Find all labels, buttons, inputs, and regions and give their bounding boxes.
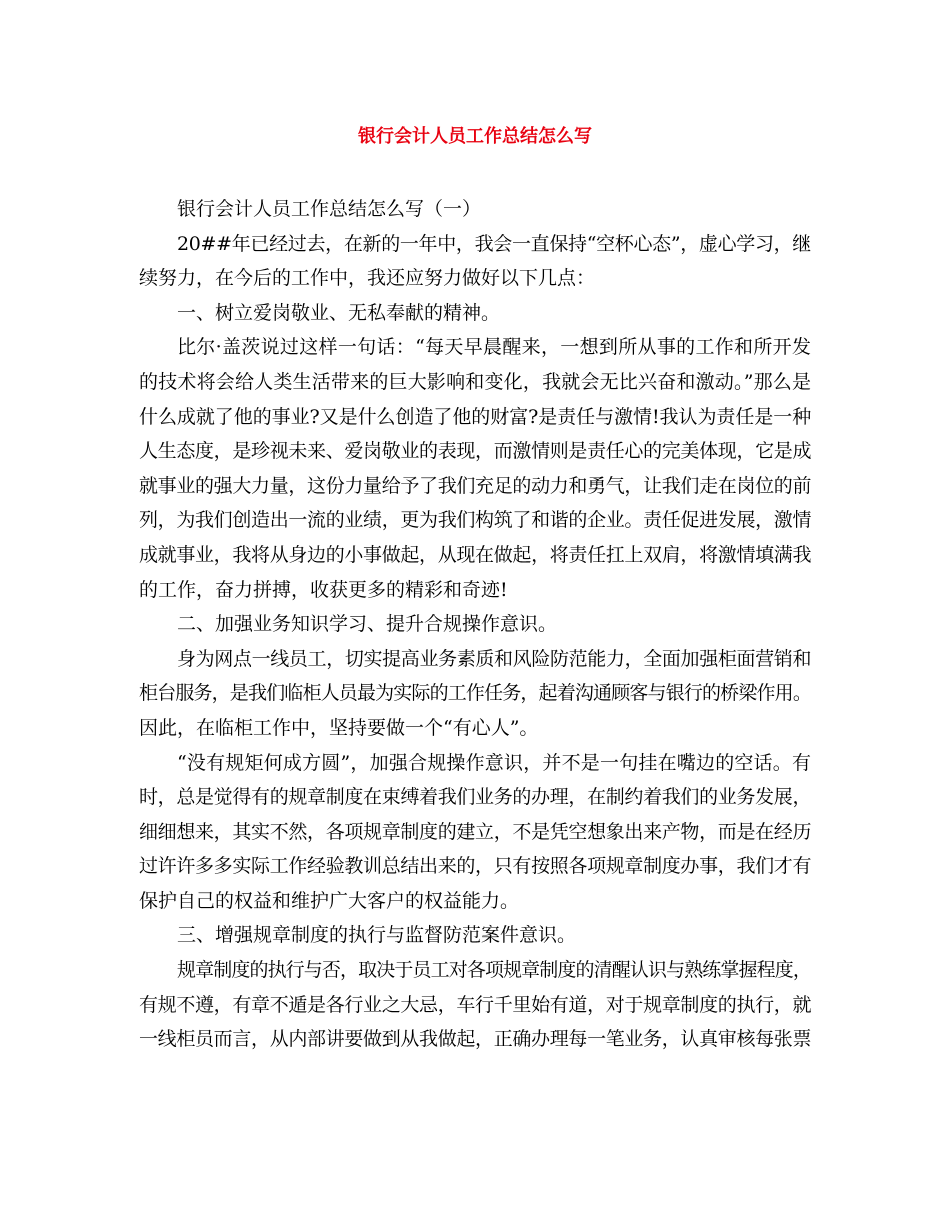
text-line: 成就事业，我将从身边的小事做起，从现在做起，将责任扛上双肩，将激情填满我 (139, 543, 812, 566)
text-line: 二、加强业务知识学习、提升合规操作意识。 (177, 613, 558, 636)
text-line: 就事业的强大力量，这份力量给予了我们充足的动力和勇气，让我们走在岗位的前 (139, 474, 812, 497)
text-line: 柜台服务，是我们临柜人员最为实际的工作任务，起着沟通顾客与银行的桥梁作用。 (139, 682, 811, 705)
text-line: 一线柜员而言，从内部讲要做到从我做起，正确办理每一笔业务，认真审核每张票 (139, 1028, 812, 1051)
text-line: 细细想来，其实不然，各项规章制度的建立，不是凭空想象出来产物，而是在经历 (139, 820, 812, 843)
text-line: 规章制度的执行与否，取决于员工对各项规章制度的清醒认识与熟练掌握程度， (177, 959, 811, 982)
text-line: 比尔·盖茨说过这样一句话：“每天早晨醒来，一想到所从事的工作和所开发 (177, 336, 811, 359)
text-line: 20##年已经过去，在新的一年中，我会一直保持“空杯心态”，虚心学习，继 (177, 232, 811, 255)
text-line: 什么成就了他的事业?又是什么创造了他的财富?是责任与激情!我认为责任是一种 (139, 405, 812, 428)
text-line: 续努力，在今后的工作中，我还应努力做好以下几点： (139, 267, 596, 290)
text-line: 因此，在临柜工作中，坚持要做一个“有心人”。 (139, 716, 539, 739)
text-line: 的技术将会给人类生活带来的巨大影响和变化，我就会无比兴奋和激动。”那么是 (139, 370, 811, 393)
text-line: 的工作，奋力拼搏，收获更多的精彩和奇迹! (139, 578, 508, 601)
text-line: 人生态度，是珍视未来、爱岗敬业的表现，而激情则是责任心的完美体现，它是成 (139, 440, 812, 463)
document-body (139, 192, 811, 1057)
text-line: 身为网点一线员工，切实提高业务素质和风险防范能力，全面加强柜面营销和 (177, 647, 812, 670)
text-line: 有规不遵，有章不遁是各行业之大忌，车行千里始有道，对于规章制度的执行，就 (139, 993, 812, 1016)
text-line: 时，总是觉得有的规章制度在束缚着我们业务的办理，在制约着我们的业务发展， (139, 786, 812, 809)
text-line: 一、树立爱岗敬业、无私奉献的精神。 (177, 301, 501, 324)
text-line: 三、增强规章制度的执行与监督防范案件意识。 (177, 924, 577, 947)
text-line: “没有规矩何成方圆”，加强合规操作意识，并不是一句挂在嘴边的空话。有 (177, 751, 811, 774)
text-line: 银行会计人员工作总结怎么写（一） (177, 198, 482, 220)
text-line: 列，为我们创造出一流的业绩，更为我们构筑了和谐的企业。责任促进发展，激情 (139, 509, 812, 532)
document-title: 银行会计人员工作总结怎么写 (358, 126, 592, 147)
text-line: 过许许多多实际工作经验教训总结出来的，只有按照各项规章制度办事，我们才有 (139, 855, 812, 878)
text-line: 保护自己的权益和维护广大客户的权益能力。 (139, 889, 520, 912)
